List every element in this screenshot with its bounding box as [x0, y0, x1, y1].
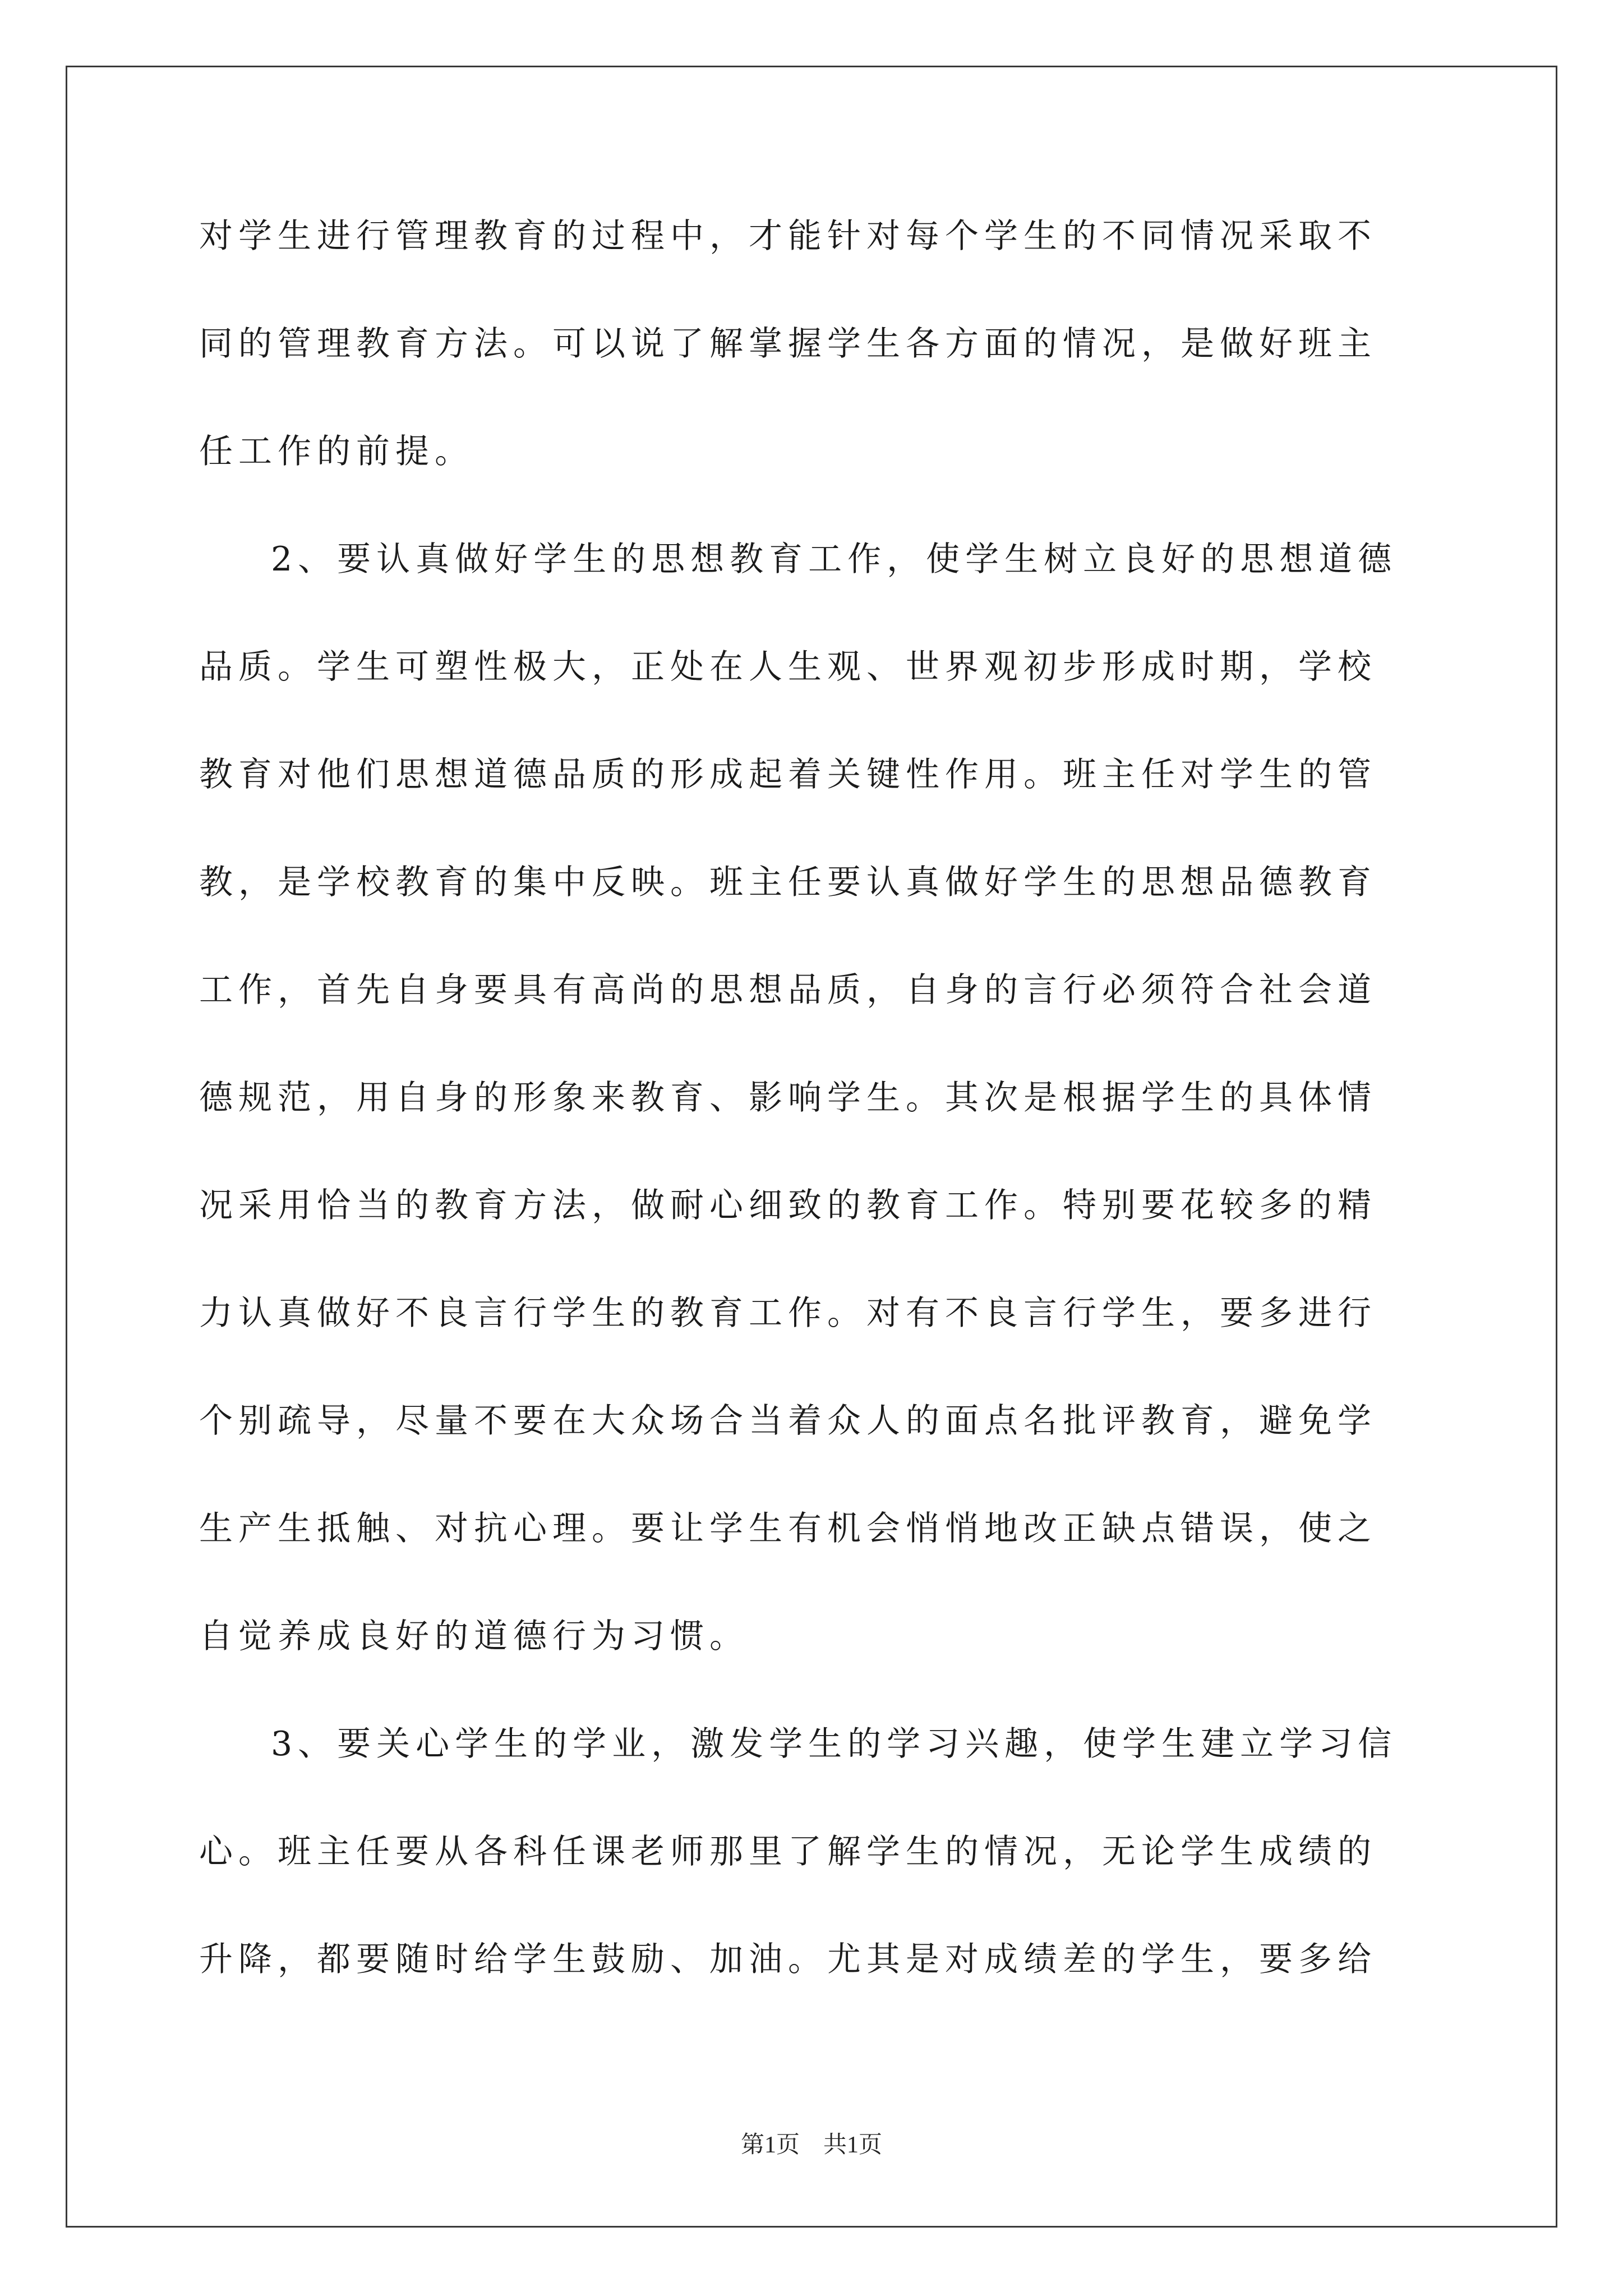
text-line: 生产生抵触、对抗心理。要让学生有机会悄悄地改正缺点错误，使之: [199, 1509, 1377, 1548]
text-line: 品质。学生可塑性极大，正处在人生观、世界观初步形成时期，学校: [199, 647, 1377, 687]
text-line: 心。班主任要从各科任课老师那里了解学生的情况，无论学生成绩的: [199, 1832, 1377, 1871]
text-line: 力认真做好不良言行学生的教育工作。对有不良言行学生，要多进行: [199, 1294, 1377, 1333]
page-footer: [0, 2126, 1623, 2160]
text-line: 2、要认真做好学生的思想教育工作，使学生树立良好的思想道德: [271, 540, 1398, 579]
text-line: 升降，都要随时给学生鼓励、加油。尤其是对成绩差的学生，要多给: [199, 1940, 1377, 1979]
text-line: 个别疏导，尽量不要在大众场合当着众人的面点名批评教育，避免学: [199, 1401, 1377, 1441]
body-text: [199, 216, 1430, 2047]
text-line: 对学生进行管理教育的过程中，才能针对每个学生的不同情况采取不: [199, 217, 1377, 256]
text-line: 况采用恰当的教育方法，做耐心细致的教育工作。特别要花较多的精: [199, 1186, 1377, 1225]
text-line: 德规范，用自身的形象来教育、影响学生。其次是根据学生的具体情: [199, 1078, 1377, 1117]
text-line: 自觉养成良好的道德行为习惯。: [199, 1617, 749, 1656]
text-line: 教育对他们思想道德品质的形成起着关键性作用。班主任对学生的管: [199, 755, 1377, 794]
text-line: 教，是学校教育的集中反映。班主任要认真做好学生的思想品德教育: [199, 863, 1377, 902]
page-total: 共1页: [823, 2132, 883, 2158]
text-line: 任工作的前提。: [199, 432, 474, 471]
page-number: 第1页: [740, 2132, 800, 2158]
text-line: 同的管理教育方法。可以说了解掌握学生各方面的情况，是做好班主: [199, 324, 1377, 364]
text-line: 3、要关心学生的学业，激发学生的学习兴趣，使学生建立学习信: [271, 1724, 1398, 1764]
text-line: 工作，首先自身要具有高尚的思想品质，自身的言行必须符合社会道: [199, 970, 1377, 1010]
